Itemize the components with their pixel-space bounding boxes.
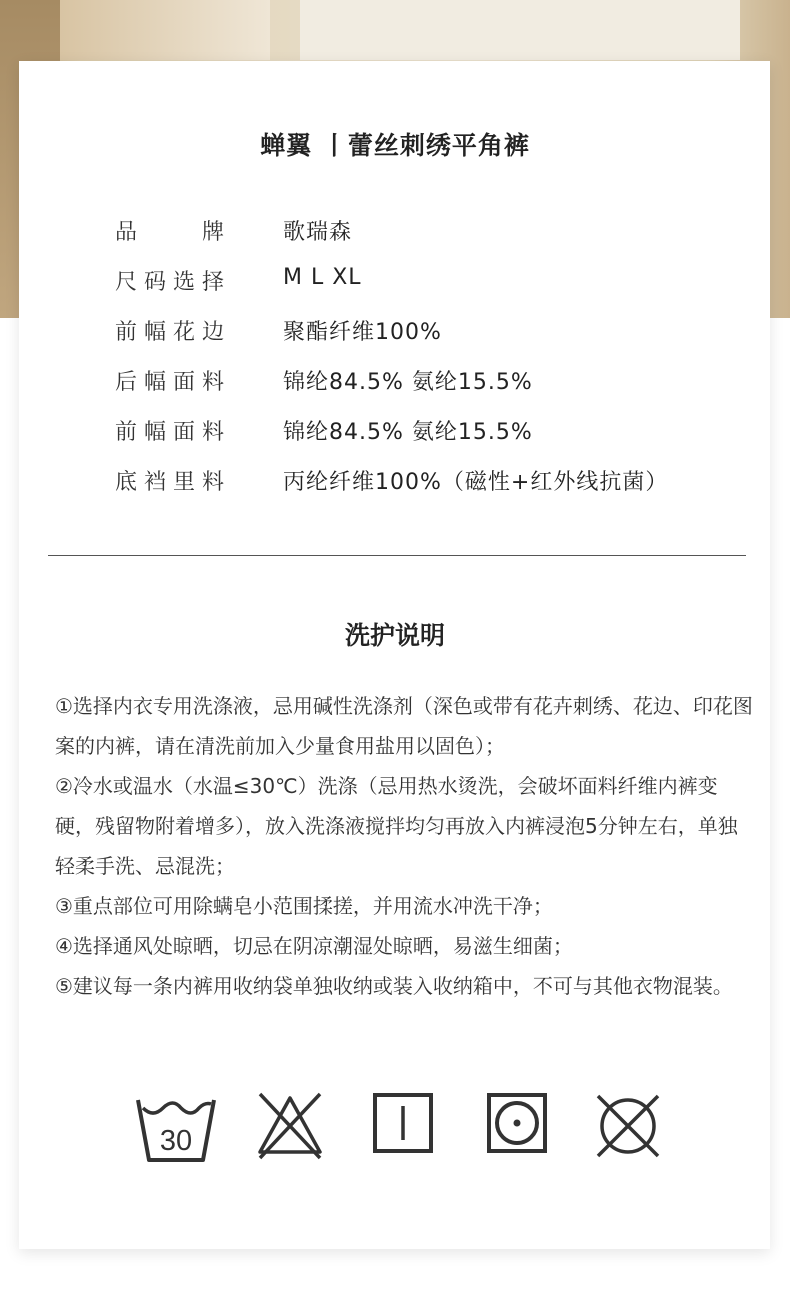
wash-30-icon <box>135 1092 217 1164</box>
photo-fabric <box>300 0 740 60</box>
care-item: ⑤建议每一条内裤用收纳袋单独收纳或装入收纳箱中，不可与其他衣物混装。 <box>55 974 733 998</box>
care-item: ③重点部位可用除螨皂小范围揉搓，并用流水冲洗干净； <box>55 894 553 918</box>
no-bleach-icon <box>256 1092 324 1162</box>
wash-temp-label: 30 <box>159 1125 193 1157</box>
spec-value: 歌瑞森 <box>283 220 353 245</box>
spec-label: 品牌 <box>115 220 230 245</box>
spec-label: 底裆里料 <box>115 470 230 495</box>
tumble-dry-icon <box>486 1092 548 1156</box>
care-item: ①选择内衣专用洗涤液，忌用碱性洗涤剂（深色或带有花卉刺绣、花边、印花图案的内裤，请在清洗前加入少量食用盐用以固色）； <box>55 694 753 758</box>
spec-label: 尺码选择 <box>115 270 230 295</box>
line-dry-icon <box>372 1092 434 1156</box>
spec-value: 聚酯纤维100% <box>283 320 442 345</box>
spec-label: 前幅面料 <box>115 420 230 445</box>
photo-arm <box>60 0 270 60</box>
spec-label: 后幅面料 <box>115 370 230 395</box>
product-title: 蝉翼 丨蕾丝刺绣平角裤 <box>260 131 530 160</box>
spec-label: 前幅花边 <box>115 320 230 345</box>
care-instructions <box>55 686 755 1006</box>
section-divider <box>48 555 746 556</box>
spec-value: 丙纶纤维100%（磁性+红外线抗菌） <box>283 470 669 495</box>
spec-value: 锦纶84.5% 氨纶15.5% <box>283 420 533 445</box>
no-dry-clean-icon <box>595 1092 661 1160</box>
care-title: 洗护说明 <box>344 621 445 650</box>
spec-value: M L XL <box>283 265 362 290</box>
care-symbols <box>0 1092 790 1166</box>
care-item: ④选择通风处晾晒，切忌在阴凉潮湿处晾晒，易滋生细菌； <box>55 934 573 958</box>
spec-value: 锦纶84.5% 氨纶15.5% <box>283 370 533 395</box>
care-item: ②冷水或温水（水温≤30℃）洗涤（忌用热水烫洗，会破坏面料纤维内裤变硬，残留物附着增多），放入洗涤液搅拌均匀再放入内裤浸泡5分钟左右，单独轻柔手洗、忌混洗； <box>55 774 738 878</box>
